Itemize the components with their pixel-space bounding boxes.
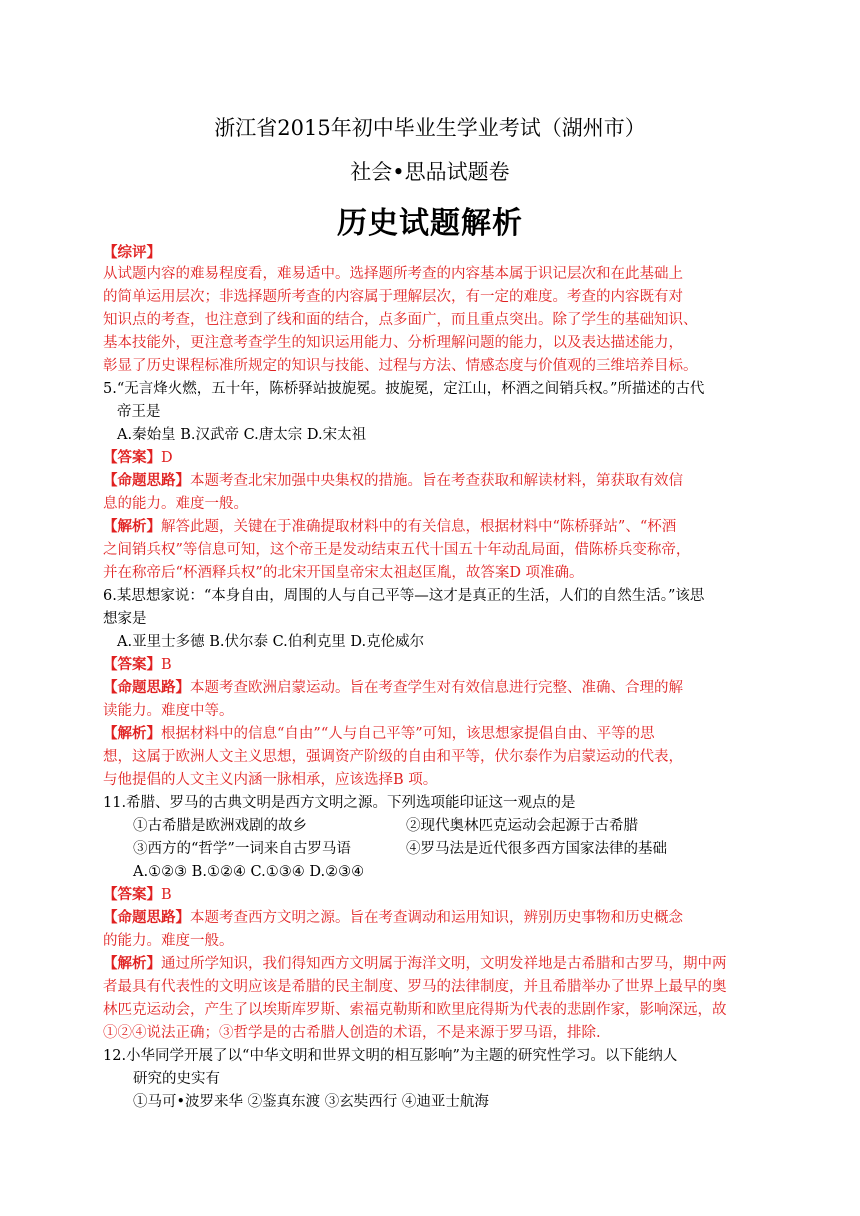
question-5-analysis-cont: 之间销兵权”等信息可知，这个帝王是发动结束五代十国五十年动乱局面，借陈桥兵变称帝， bbox=[103, 542, 691, 558]
question-6-analysis-cont: 与他提倡的人文主义内涵一脉相承，应该选择B 项。 bbox=[103, 772, 438, 788]
question-5-analysis-cont: 并在称帝后“杯酒释兵权”的北宋开国皇帝宋太祖赵匡胤，故答案D 项准确。 bbox=[103, 565, 584, 581]
analysis-text: 根据材料中的信息“自由”“人与自己平等”可知，该思想家提倡自由、平等的思 bbox=[161, 726, 655, 742]
question-11-analysis-cont: 林匹克运动会，产生了以埃斯库罗斯、索福克勒斯和欧里庇得斯为代表的悲剧作家，影响深远，故 bbox=[103, 1002, 727, 1018]
question-11-answer bbox=[103, 885, 172, 905]
answer-value: B bbox=[161, 887, 172, 903]
question-6-analysis-cont: 想，这属于欧洲人文主义思想，强调资产阶级的自由和平等，伏尔泰作为启蒙运动的代表， bbox=[103, 749, 683, 765]
question-12-items: ①马可•波罗来华 ②鉴真东渡 ③玄奘西行 ④迪亚士航海 bbox=[133, 1094, 489, 1110]
answer-value: B bbox=[161, 657, 172, 673]
review-line: 彰显了历史课程标准所规定的知识与技能、过程与方法、情感态度与价值观的三维培养目标。 bbox=[103, 358, 698, 374]
question-5-stem: 5.“无言烽火燃，五十年，陈桥驿站披旎冕。披旎冕，定江山，杯酒之间销兵权。”所描述的古代 bbox=[103, 381, 705, 397]
question-5-options: A.秦始皇 B.汉武帝 C.唐太宗 D.宋太祖 bbox=[117, 427, 367, 443]
analysis-tag: 【解析】 bbox=[103, 518, 161, 535]
review-line: 基本技能外，更注意考查学生的知识运用能力、分析理解问题的能力，以及表达描述能力， bbox=[103, 335, 683, 351]
idea-tag: 【命题思路】 bbox=[103, 679, 190, 696]
analysis-tag: 【解析】 bbox=[103, 955, 161, 972]
question-5-idea-cont: 息的能力。难度一般。 bbox=[103, 496, 248, 512]
idea-tag: 【命题思路】 bbox=[103, 909, 190, 926]
question-5-idea bbox=[103, 471, 683, 491]
question-11-idea bbox=[103, 908, 683, 928]
exam-subtitle: 社会•思品试题卷 bbox=[350, 160, 510, 184]
answer-tag: 【答案】 bbox=[103, 656, 161, 673]
answer-tag: 【答案】 bbox=[103, 449, 161, 466]
analysis-text: 通过所学知识，我们得知西方文明属于海洋文明，文明发祥地是古希腊和古罗马，期中两 bbox=[161, 956, 727, 972]
idea-text: 本题考查欧洲启蒙运动。旨在考查学生对有效信息进行完整、准确、合理的解 bbox=[190, 680, 683, 696]
question-11-stem: 11.希腊、罗马的古典文明是西方文明之源。下列选项能印证这一观点的是 bbox=[103, 795, 576, 811]
review-tag: 【综评】 bbox=[103, 244, 161, 261]
question-11-analysis bbox=[103, 954, 727, 974]
question-11-item: ③西方的“哲学”一词来自古罗马语 bbox=[133, 841, 351, 857]
question-12-stem-cont: 研究的史实有 bbox=[133, 1071, 220, 1087]
question-12-stem: 12.小华同学开展了以“中华文明和世界文明的相互影响”为主题的研究性学习。以下能纳人 bbox=[103, 1048, 678, 1064]
question-11-analysis-cont: 者最具有代表性的文明应该是希腊的民主制度、罗马的法律制度，并且希腊举办了世界上最早的奥 bbox=[103, 979, 727, 995]
question-6-options: A.亚里士多德 B.伏尔泰 C.伯利克里 D.克伦威尔 bbox=[117, 634, 425, 650]
review-line: 从试题内容的难易程度看，难易适中。选择题所考查的内容基本属于识记层次和在此基础上 bbox=[103, 266, 683, 282]
analysis-tag: 【解析】 bbox=[103, 725, 161, 742]
question-11-item: ④罗马法是近代很多西方国家法律的基础 bbox=[406, 841, 667, 857]
section-heading: 历史试题解析 bbox=[337, 206, 523, 241]
review-line: 知识点的考查，也注意到了线和面的结合，点多面广，而且重点突出。除了学生的基础知识、 bbox=[103, 312, 698, 328]
question-6-analysis bbox=[103, 724, 655, 744]
idea-text: 本题考查北宋加强中央集权的措施。旨在考查获取和解读材料，第获取有效信 bbox=[190, 473, 683, 489]
question-11-item: ①古希腊是欧洲戏剧的故乡 bbox=[133, 818, 307, 834]
question-11-analysis-cont: ①②④说法正确；③哲学是的古希腊人创造的术语，不是来源于罗马语，排除. bbox=[103, 1025, 601, 1041]
question-5-analysis bbox=[103, 517, 676, 537]
question-6-stem: 6.某思想家说：“本身自由，周围的人与自己平等—这才是真正的生活，人们的自然生活。”该思 bbox=[103, 588, 705, 604]
question-6-stem-cont: 想家是 bbox=[103, 611, 147, 627]
question-11-item: ②现代奥林匹克运动会起源于古希腊 bbox=[406, 818, 638, 834]
question-6-idea bbox=[103, 678, 683, 698]
answer-tag: 【答案】 bbox=[103, 886, 161, 903]
question-5-answer bbox=[103, 448, 173, 468]
answer-value: D bbox=[161, 450, 173, 466]
question-6-idea-cont: 读能力。难度中等。 bbox=[103, 703, 234, 719]
question-6-answer bbox=[103, 655, 172, 675]
analysis-text: 解答此题，关键在于准确提取材料中的有关信息，根据材料中“陈桥驿站”、“杯酒 bbox=[161, 519, 677, 535]
exam-title: 浙江省2015年初中毕业生学业考试（湖州市） bbox=[214, 116, 646, 140]
idea-tag: 【命题思路】 bbox=[103, 472, 190, 489]
review-line: 的简单运用层次；非选择题所考查的内容属于理解层次，有一定的难度。考查的内容既有对 bbox=[103, 289, 683, 305]
idea-text: 本题考查西方文明之源。旨在考查调动和运用知识，辨别历史事物和历史概念 bbox=[190, 910, 683, 926]
question-11-options: A.①②③ B.①②④ C.①③④ D.②③④ bbox=[133, 864, 365, 880]
question-11-idea-cont: 的能力。难度一般。 bbox=[103, 933, 234, 949]
question-5-stem-cont: 帝王是 bbox=[117, 404, 161, 420]
